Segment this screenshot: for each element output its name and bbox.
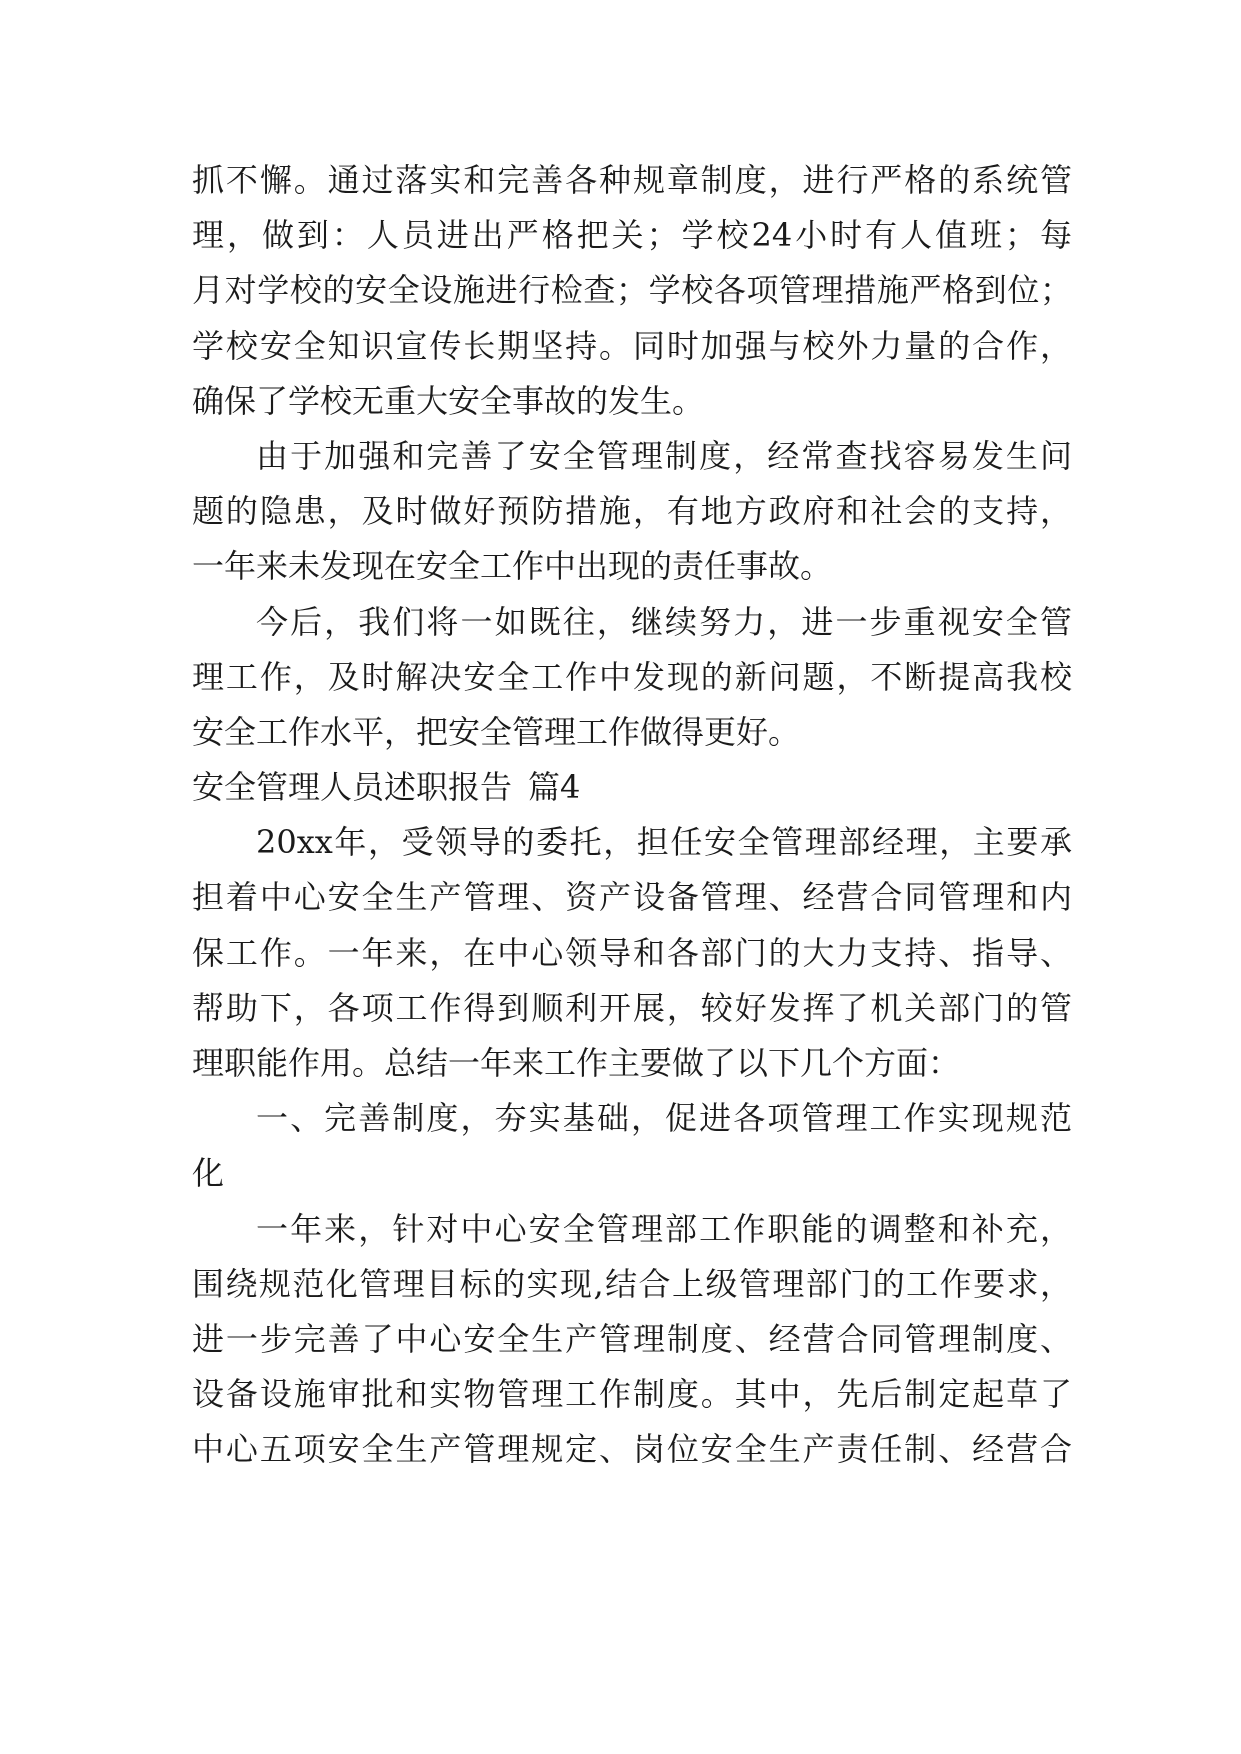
text-line: 确保了学校无重大安全事故的发生。 [192,381,705,420]
text-line: 理工作，及时解决安全工作中发现的新问题，不断提高我校 [192,657,1072,696]
subsection-heading-continued: 化 [192,1154,225,1193]
text-line: 题的隐患，及时做好预防措施，有地方政府和社会的支持， [192,492,1072,531]
text-line: 理，做到：人员进出严格把关；学校24小时有人值班；每 [192,216,1072,255]
section-heading-title: 安全管理人员述职报告 [192,768,513,807]
text-line: 担着中心安全生产管理、资产设备管理、经营合同管理和内 [192,878,1072,917]
subsection-heading: 一、完善制度，夯实基础，促进各项管理工作实现规范 [256,1099,1072,1138]
text-line: 学校安全知识宣传长期坚持。同时加强与校外力量的合作， [192,326,1072,365]
text-line: 保工作。一年来，在中心领导和各部门的大力支持、指导、 [192,933,1072,972]
text-line: 抓不懈。通过落实和完善各种规章制度，进行严格的系统管 [192,161,1072,199]
text-line: 今后，我们将一如既往，继续努力，进一步重视安全管 [256,602,1072,641]
text-line: 一年来，针对中心安全管理部工作职能的调整和补充， [256,1209,1072,1248]
document-body [192,153,1072,1478]
text-line: 设备设施审批和实物管理工作制度。其中，先后制定起草了 [192,1375,1072,1414]
text-line: 帮助下，各项工作得到顺利开展，较好发挥了机关部门的管 [192,988,1072,1027]
text-line: 安全工作水平，把安全管理工作做得更好。 [192,712,801,751]
text-line: 进一步完善了中心安全生产管理制度、经营合同管理制度、 [192,1319,1072,1358]
text-line: 一年来未发现在安全工作中出现的责任事故。 [192,547,833,586]
section-heading-number: 篇4 [528,768,581,807]
text-line: 20xx年，受领导的委托，担任安全管理部经理，主要承 [256,823,1072,862]
text-line: 理职能作用。总结一年来工作主要做了以下几个方面： [192,1044,961,1082]
text-line: 中心五项安全生产管理规定、岗位安全生产责任制、经营合 [192,1430,1072,1469]
text-line: 围绕规范化管理目标的实现,结合上级管理部门的工作要求， [192,1264,1072,1303]
section-heading [192,760,1072,815]
text-line: 由于加强和完善了安全管理制度，经常查找容易发生问 [256,436,1072,475]
text-line: 月对学校的安全设施进行检查；学校各项管理措施严格到位； [192,271,1072,310]
